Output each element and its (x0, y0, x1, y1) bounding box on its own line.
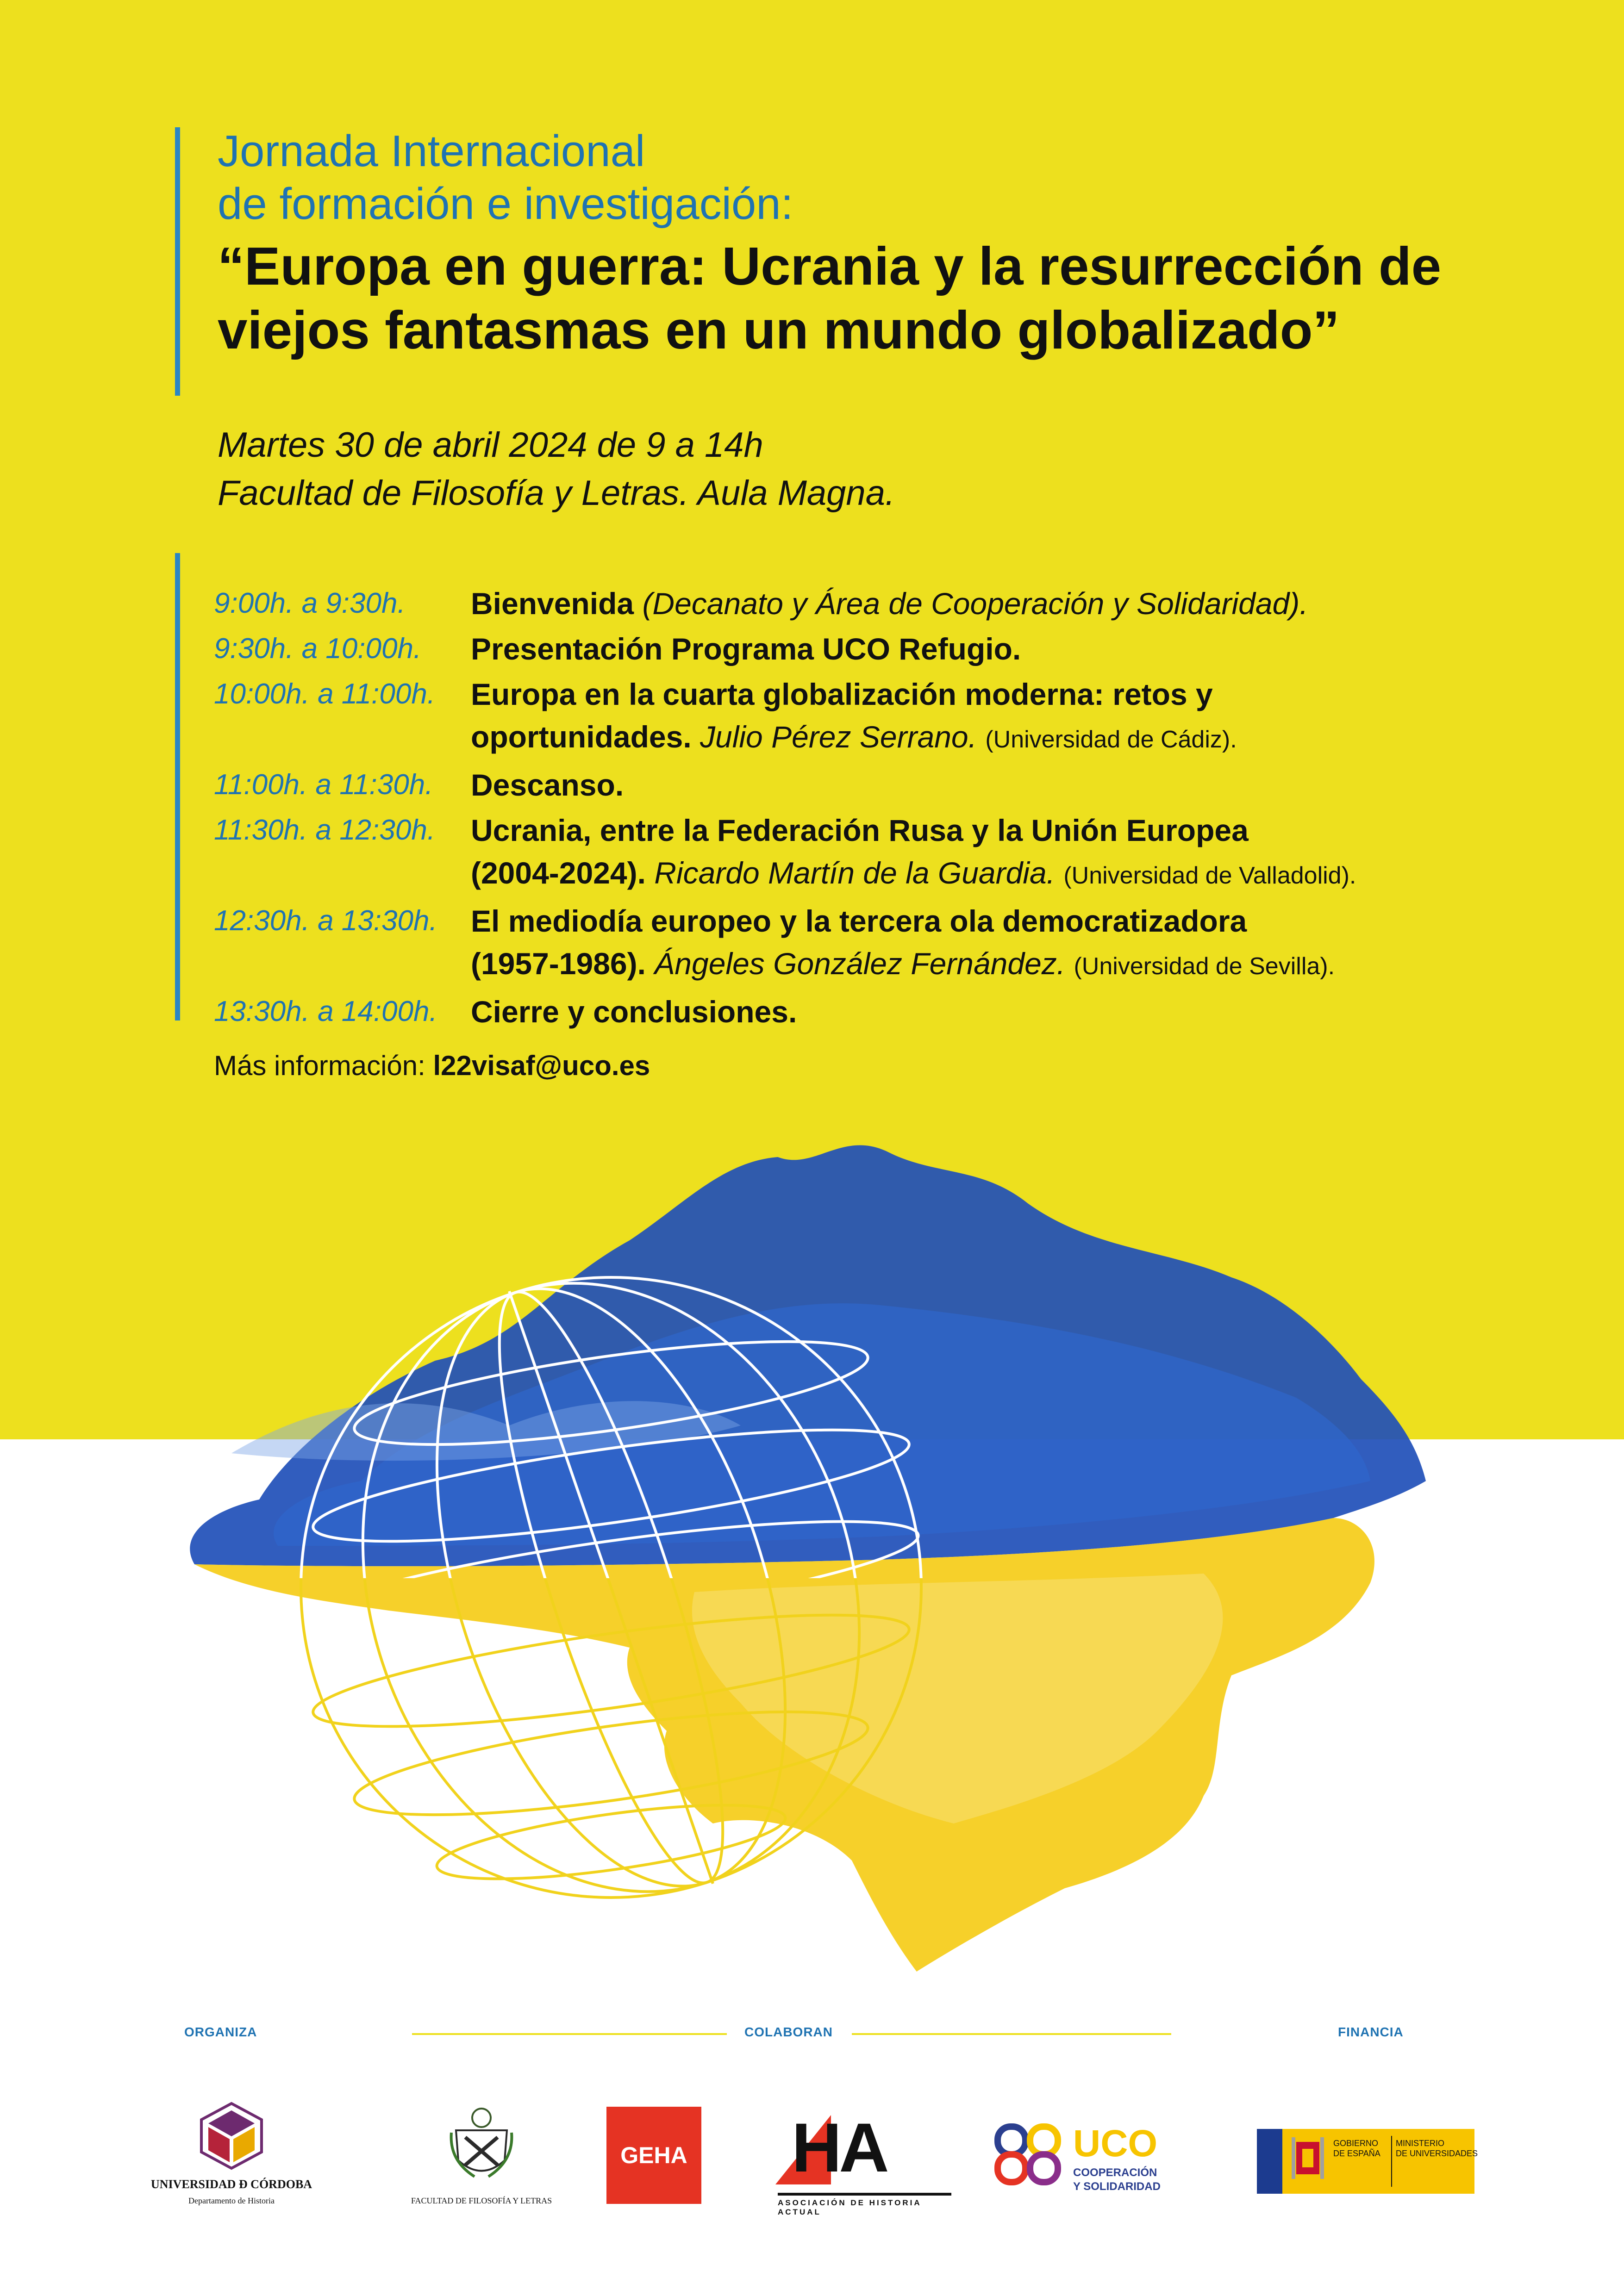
program-row (214, 990, 1556, 1033)
program-speaker: Ricardo Martín de la Guardia. (654, 856, 1055, 890)
eu-flag-icon (1257, 2129, 1282, 2194)
program-affiliation: (Universidad de Sevilla). (1074, 953, 1335, 980)
program-title-cont: (2004-2024). (471, 856, 646, 890)
program-detail: (Decanato y Área de Cooperación y Solidaridad). (642, 586, 1308, 621)
ministerio-line2: DE UNIVERSIDADES (1396, 2149, 1478, 2158)
program-title: Europa en la cuarta globalización moderna: retos y (471, 677, 1213, 711)
event-title-line-2: viejos fantasmas en un mundo globalizado” (218, 300, 1340, 360)
program-time: 11:00h. a 11:30h. (214, 769, 433, 801)
program-title: Cierre y conclusiones. (471, 995, 797, 1029)
facultad-name: FACULTAD DE FILOSOFÍA Y LETRAS (411, 2196, 552, 2205)
geha-logo (606, 2107, 701, 2204)
program-row (214, 628, 1556, 670)
program-title: Presentación Programa UCO Refugio. (471, 632, 1021, 666)
ministerio-text (1396, 2138, 1478, 2159)
program-time: 13:30h. a 14:00h. (214, 996, 437, 1027)
program-time: 9:30h. a 10:00h. (214, 633, 422, 665)
contact-email-link[interactable]: l22visaf@uco.es (433, 1050, 650, 1081)
event-place: Facultad de Filosofía y Letras. Aula Magna. (218, 473, 895, 513)
program-title-cont: (1957-1986). (471, 946, 646, 981)
program-time: 11:30h. a 12:30h. (214, 814, 436, 846)
label-organiza: ORGANIZA (184, 2025, 257, 2039)
subtitle-line-1: Jornada Internacional (218, 126, 645, 176)
ha-logo-subtitle: ASOCIACIÓN DE HISTORIA ACTUAL (778, 2193, 951, 2217)
more-info (214, 1050, 650, 1082)
divider (412, 2033, 727, 2035)
program-row (214, 809, 1556, 897)
program-title: Ucrania, entre la Federación Rusa y la Unión Europea (471, 813, 1249, 847)
event-details (218, 421, 895, 517)
ukraine-flag-globe-illustration (0, 1101, 1624, 2027)
gobierno-text (1333, 2138, 1380, 2159)
program-row (214, 764, 1556, 806)
program-schedule (214, 582, 1556, 1036)
program-row (214, 673, 1556, 761)
more-info-label: Más información: (214, 1050, 425, 1081)
program-row (214, 900, 1556, 988)
spain-coat-of-arms-icon (1289, 2133, 1326, 2188)
program-row (214, 582, 1556, 625)
uco-coop-sub-line2: Y SOLIDARIDAD (1073, 2180, 1161, 2193)
header (218, 125, 1560, 362)
gobierno-line2: DE ESPAÑA (1333, 2149, 1380, 2158)
accent-bar-title (175, 127, 180, 396)
label-financia: FINANCIA (1338, 2025, 1404, 2039)
event-title-line-1: “Europa en guerra: Ucrania y la resurrección de (218, 236, 1442, 296)
event-date: Martes 30 de abril 2024 de 9 a 14h (218, 425, 763, 465)
program-speaker: Julio Pérez Serrano. (700, 720, 977, 754)
divider (1391, 2136, 1392, 2187)
program-title: El mediodía europeo y la tercera ola democratizadora (471, 904, 1247, 938)
program-time: 12:30h. a 13:30h. (214, 905, 437, 937)
uco-coop-subtitle (1073, 2166, 1161, 2194)
ha-logo-text: HA (792, 2109, 887, 2186)
uco-coop-title: UCO (1073, 2122, 1158, 2165)
program-title-cont: oportunidades. (471, 720, 692, 754)
uco-crest-icon (199, 2101, 264, 2171)
uco-department: Departamento de Historia (188, 2196, 275, 2205)
label-colaboran: COLABORAN (744, 2025, 833, 2039)
uco-cooperacion-icon (993, 2122, 1067, 2187)
program-title: Bienvenida (471, 586, 634, 621)
program-time: 9:00h. a 9:30h. (214, 587, 406, 619)
facultad-crest-icon (447, 2105, 516, 2184)
footer-labels (0, 2025, 1624, 2043)
program-title: Descanso. (471, 768, 624, 802)
program-affiliation: (Universidad de Cádiz). (985, 726, 1237, 753)
divider (852, 2033, 1171, 2035)
ministerio-line1: MINISTERIO (1396, 2139, 1445, 2148)
program-speaker: Ángeles González Fernández. (654, 946, 1066, 981)
uco-coop-sub-line1: COOPERACIÓN (1073, 2166, 1157, 2179)
subtitle-line-2: de formación e investigación: (218, 179, 793, 229)
program-time: 10:00h. a 11:00h. (214, 678, 436, 710)
gobierno-line1: GOBIERNO (1333, 2139, 1379, 2148)
accent-bar-program (175, 553, 180, 1020)
geha-text: GEHA (620, 2142, 687, 2168)
program-affiliation: (Universidad de Valladolid). (1063, 862, 1356, 889)
uco-name: UNIVERSIDAD Ð CÓRDOBA (150, 2178, 312, 2191)
